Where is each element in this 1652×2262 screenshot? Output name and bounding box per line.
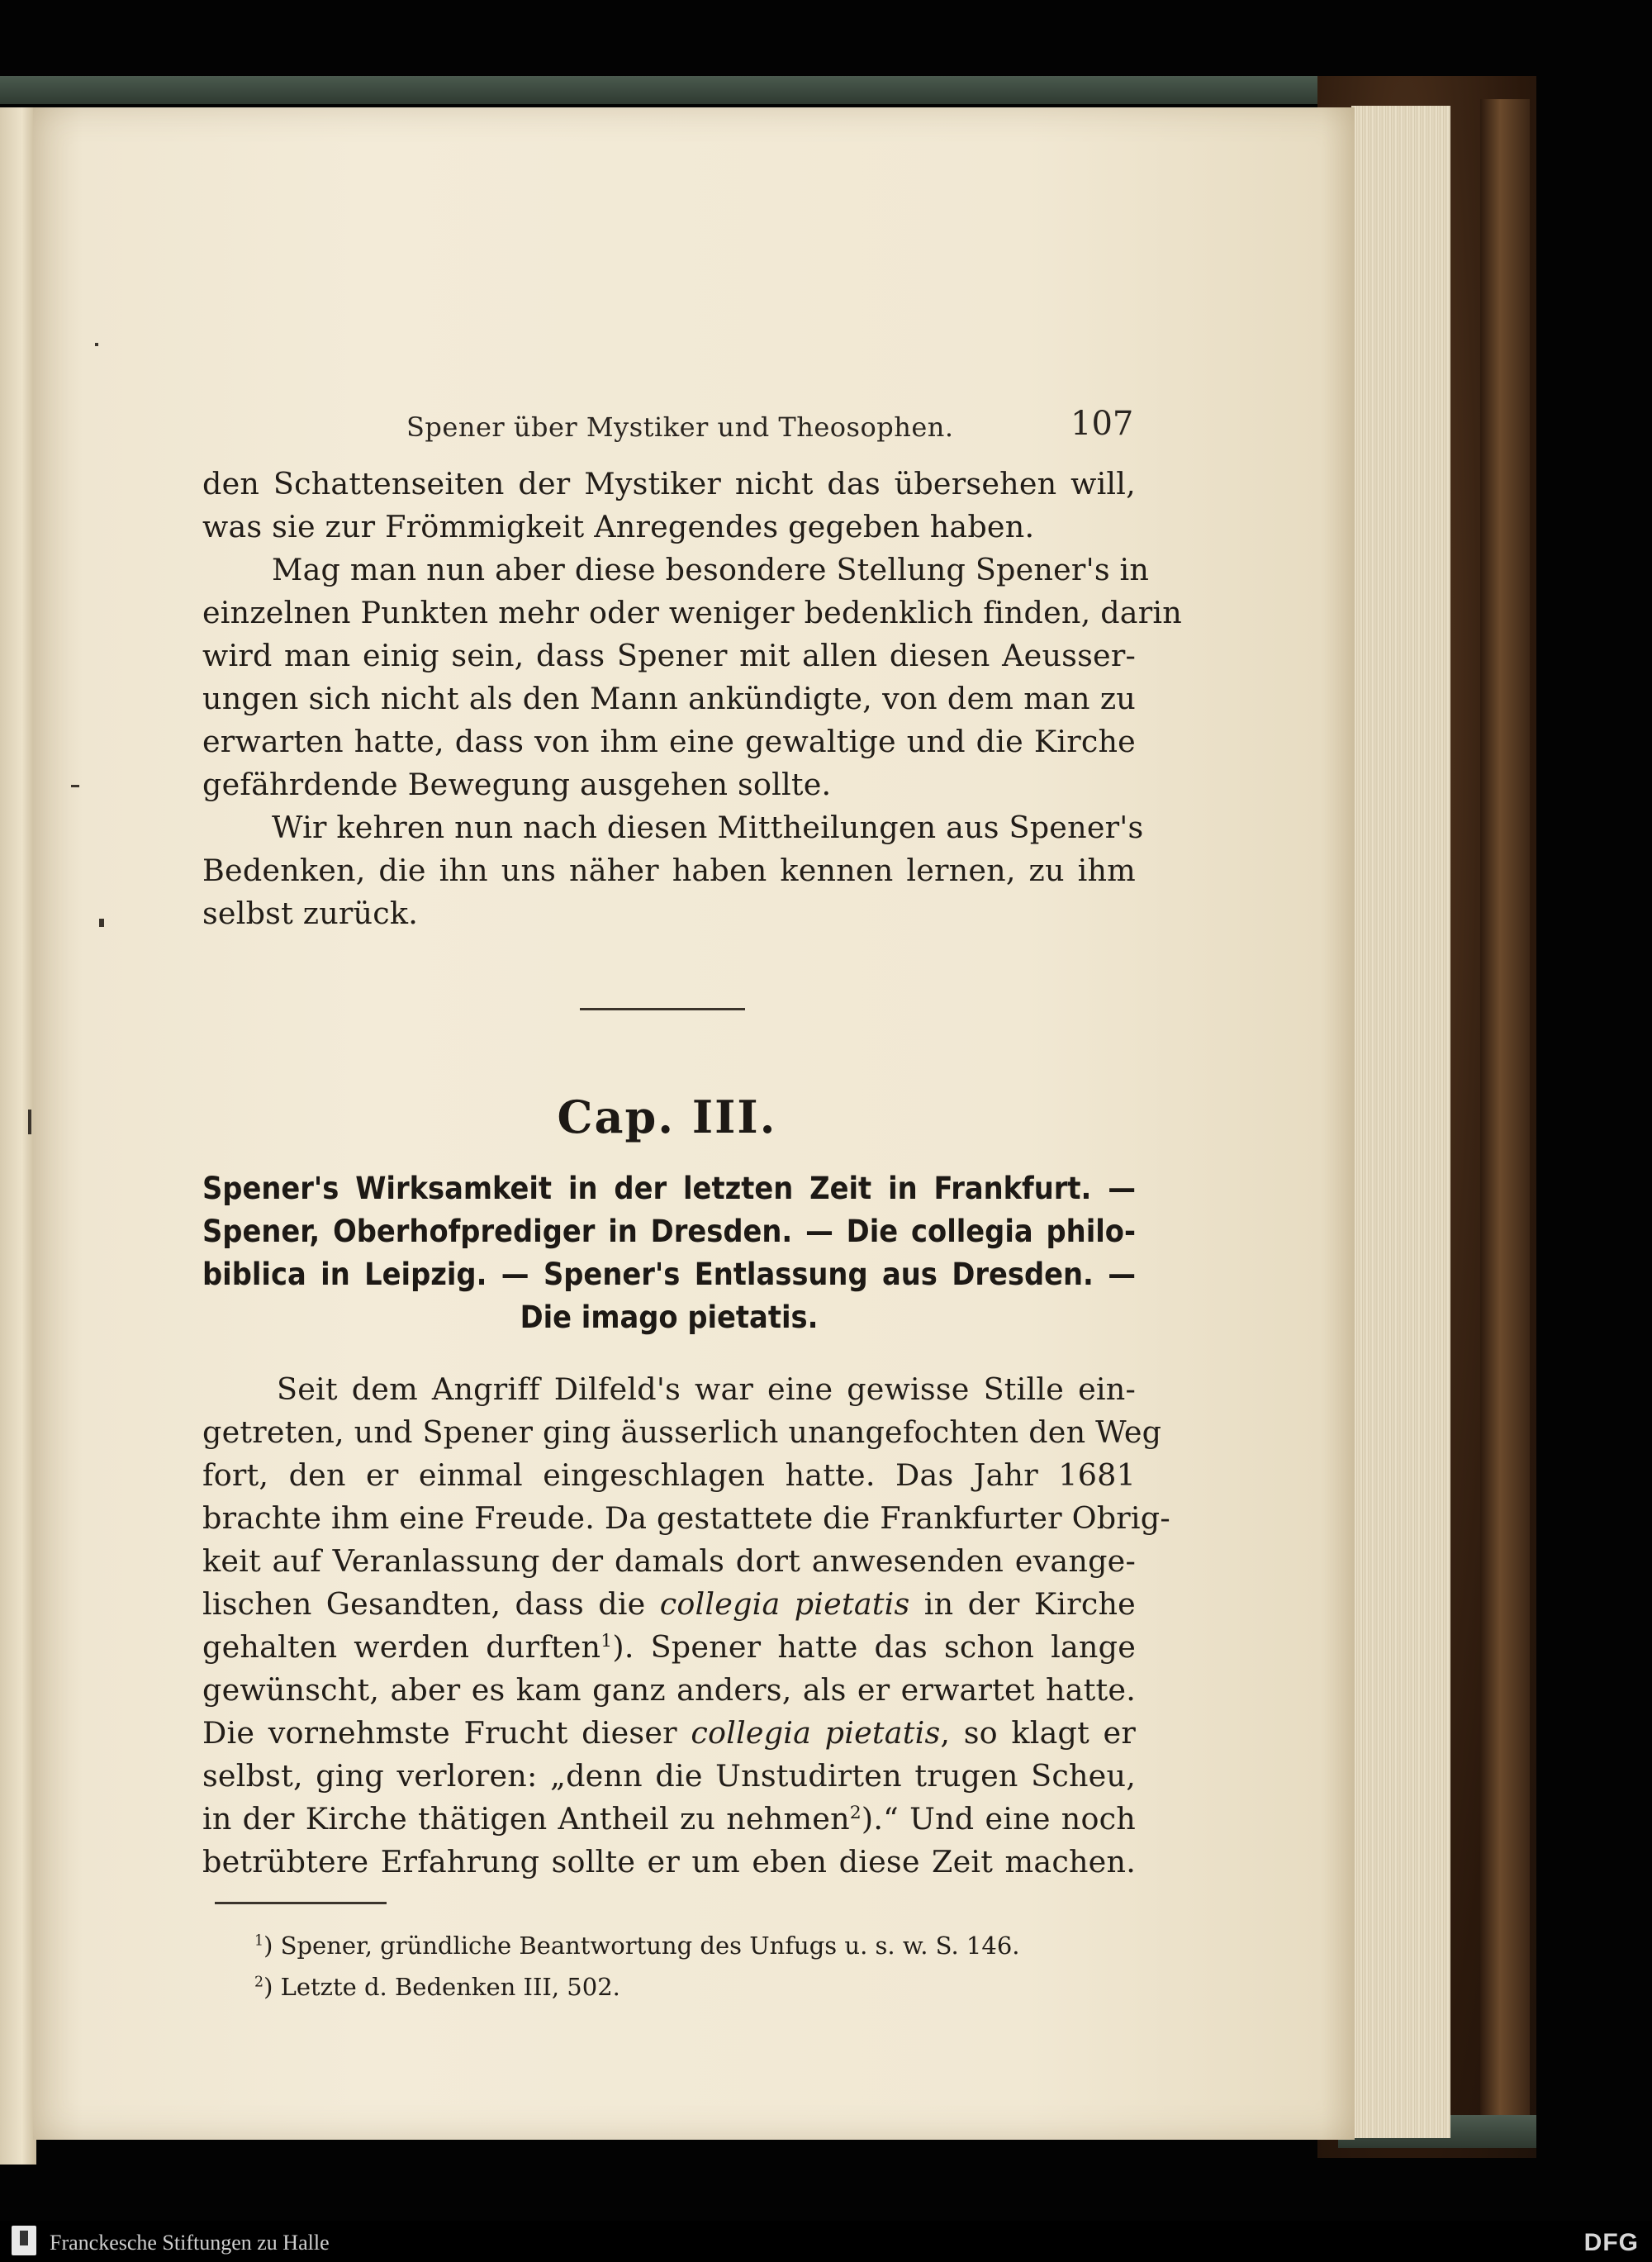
paragraph-3 — [202, 806, 1144, 935]
summary-line: Die imago pietatis. — [520, 1299, 819, 1335]
dfg-logo: DFG — [1583, 2229, 1639, 2256]
text-line: selbst, ging verloren: „denn die Unstudirten trugen Scheu, — [202, 1758, 1136, 1794]
summary-line: Spener's Wirksamkeit in der letzten Zeit in Frankfurt. — — [202, 1170, 1136, 1206]
text-line — [202, 1712, 1136, 1755]
text-line: betrübtere Erfahrung sollte er um eben diese Zeit machen. — [202, 1844, 1136, 1879]
text-line: was sie zur Frömmigkeit Anregendes gegeben haben. — [202, 509, 1035, 544]
text-line: getreten, und Spener ging äusserlich unangefochten den Weg — [202, 1414, 1162, 1450]
margin-dot — [95, 343, 98, 346]
text-line: keit auf Veranlassung der damals dort anwesenden evange- — [202, 1543, 1136, 1579]
paragraph-1 — [202, 463, 1136, 549]
text-line: einzelnen Punkten mehr oder weniger bedenklich finden, darin — [202, 595, 1182, 630]
footnote-rule — [215, 1902, 387, 1904]
page-number: 107 — [1070, 405, 1134, 443]
running-title: Spener über Mystiker und Theosophen. — [406, 411, 954, 443]
chapter-heading — [33, 1091, 1132, 1143]
text-line: selbst zurück. — [202, 896, 419, 931]
text-line: erwarten hatte, dass von ihm eine gewaltige und die Kirche — [202, 724, 1136, 759]
text-fragment: ). Spener hatte das schon lange — [612, 1629, 1137, 1665]
footnote-text: ) Spener, gründliche Beantwortung des Unfugs u. s. w. S. 146. — [263, 1932, 1020, 1960]
text-fragment: ).“ Und eine noch — [861, 1801, 1136, 1837]
text-fragment: in der Kirche — [909, 1586, 1136, 1622]
text-fragment: , so klagt er — [940, 1715, 1136, 1751]
footnote-ref: 2 — [849, 1802, 862, 1823]
margin-tick — [28, 1110, 31, 1134]
italic-term: collegia pietatis — [659, 1586, 910, 1622]
footnote — [254, 1966, 1020, 2008]
summary-line: Spener, Oberhofprediger in Dresden. — Die collegia philo- — [202, 1213, 1136, 1249]
text-fragment: gehalten werden durften — [202, 1629, 601, 1665]
chapter-summary — [202, 1167, 1136, 1338]
footnote-ref: 1 — [601, 1630, 613, 1651]
italic-term: collegia pietatis — [691, 1715, 941, 1751]
text-line: ungen sich nicht als den Mann ankündigte, von dem man zu — [202, 681, 1136, 716]
section-divider — [580, 1008, 745, 1010]
footnote — [254, 1925, 1020, 1966]
summary-line: biblica in Leipzig. — Spener's Entlassung aus Dresden. — — [202, 1256, 1136, 1292]
footnote-mark: 1 — [254, 1932, 264, 1950]
footnote-text: ) Letzte d. Bedenken III, 502. — [263, 1973, 620, 2001]
text-fragment: lischen Gesandten, dass die — [202, 1586, 660, 1622]
paragraph-main — [202, 1368, 1170, 1884]
text-line: gewünscht, aber es kam ganz anders, als er erwartet hatte. — [202, 1672, 1136, 1708]
text-line: brachte ihm eine Freude. Da gestattete die Frankfurter Obrig- — [202, 1500, 1170, 1536]
text-line: gefährdende Bewegung ausgehen sollte. — [202, 767, 832, 802]
text-line: fort, den er einmal eingeschlagen hatte. Das Jahr 1681 — [202, 1457, 1136, 1493]
text-line: Mag man nun aber diese besondere Stellung Spener's in — [272, 552, 1150, 587]
footnote-mark: 2 — [254, 1974, 264, 1991]
text-fragment: Die vornehmste Frucht dieser — [202, 1715, 691, 1751]
text-line: wird man einig sein, dass Spener mit allen diesen Aeusser- — [202, 638, 1136, 673]
text-fragment: in der Kirche thätigen Antheil zu nehmen — [202, 1801, 850, 1837]
institution-logo-icon — [12, 2226, 36, 2255]
text-line: Bedenken, die ihn uns näher haben kennen lernen, zu ihm — [202, 853, 1136, 888]
chapter-heading-text: Cap. III. — [557, 1091, 777, 1143]
institution-name: Franckesche Stiftungen zu Halle — [50, 2231, 330, 2255]
text-line: den Schattenseiten der Mystiker nicht das übersehen will, — [202, 466, 1136, 501]
text-line: Seit dem Angriff Dilfeld's war eine gewisse Stille ein- — [277, 1371, 1136, 1407]
book-cover-edge — [1480, 99, 1530, 2131]
page-stack-edge — [1351, 106, 1450, 2138]
footnotes — [254, 1925, 1020, 2008]
margin-dash — [71, 785, 79, 787]
text-line — [202, 1583, 1136, 1626]
left-page-edge — [0, 107, 36, 2165]
book-page — [33, 107, 1355, 2140]
text-line — [202, 1798, 1136, 1841]
paragraph-2 — [202, 549, 1182, 806]
margin-mark — [99, 919, 104, 927]
book-cover-top — [0, 76, 1536, 104]
text-line: Wir kehren nun nach diesen Mittheilungen aus Spener's — [272, 810, 1144, 845]
text-line — [202, 1626, 1136, 1669]
